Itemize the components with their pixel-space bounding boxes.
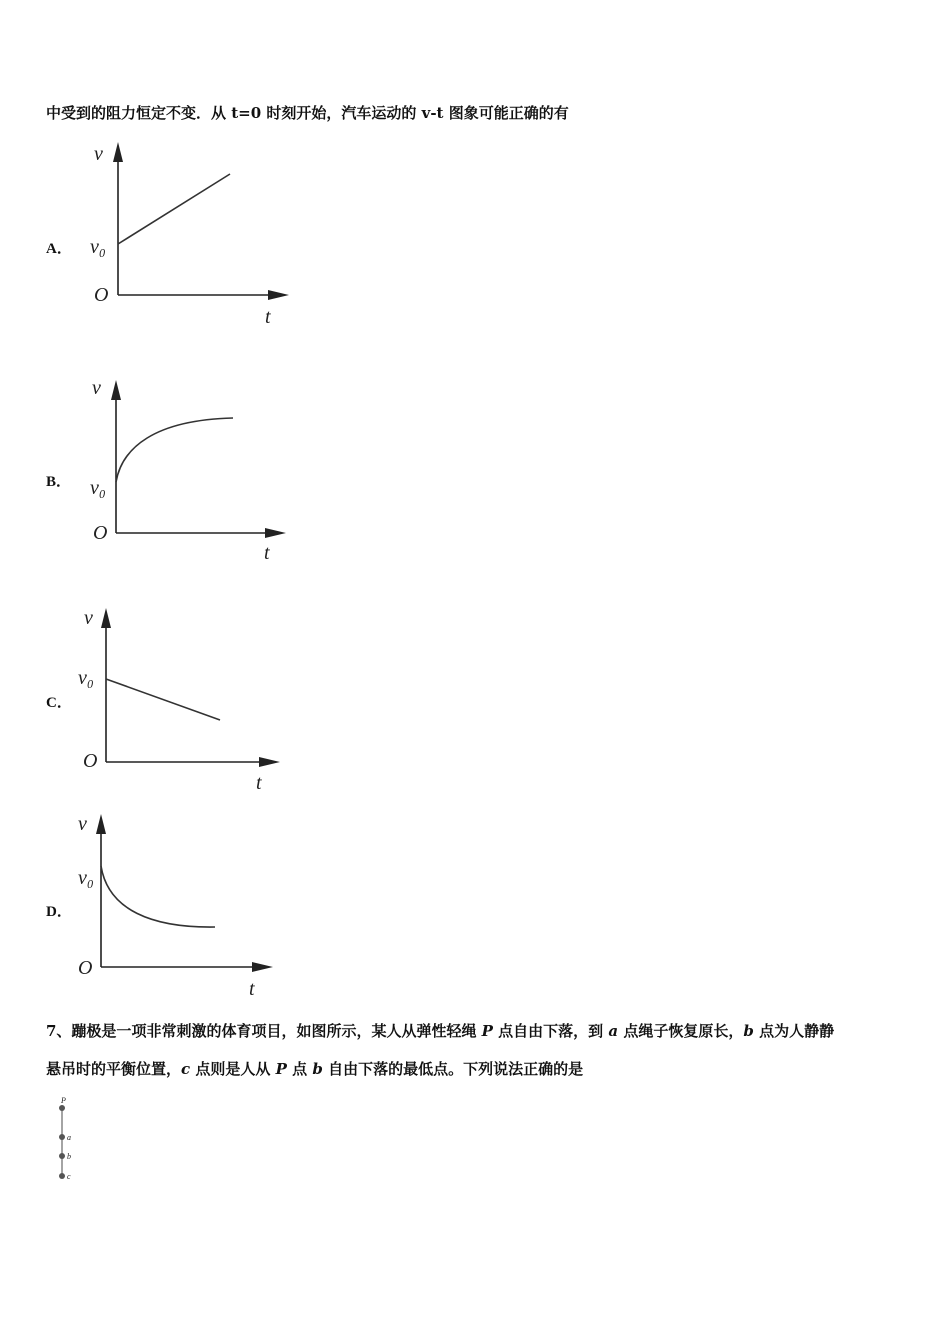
point-a [59,1134,65,1140]
graph-c [72,604,292,794]
point-c [59,1173,65,1179]
question-intro: 中受到的阻力恒定不变．从 t=0 时刻开始，汽车运动的 v-t 图象可能正确的有 [46,104,569,122]
graph-b [78,376,298,566]
velocity-curve [118,174,230,244]
v0-label: v₀ [78,667,94,689]
v0-label: v₀ [90,236,106,258]
y-axis-label: v [92,377,101,399]
v0-label: v₀ [90,477,106,499]
velocity-curve [116,418,233,482]
velocity-curve [106,679,220,720]
question-7-line-1: 7、蹦极是一项非常刺激的体育项目，如图所示，某人从弹性轻绳 P 点自由下落，到 a 点绳子恢复原长，b 点为人静静 [46,1022,835,1040]
option-b-label: B． [46,474,72,490]
x-axis-arrow [265,528,286,538]
x-axis-label: t [249,978,255,1000]
y-axis-arrow [111,380,121,400]
y-axis-label: v [94,143,103,165]
label-c: c [67,1172,71,1181]
y-axis-arrow [113,142,123,162]
x-axis-arrow [268,290,289,300]
point-b [59,1153,65,1159]
label-b: b [67,1152,71,1161]
y-axis-label: v [78,813,87,835]
v0-label: v₀ [78,867,94,889]
bungee-diagram [52,1094,92,1189]
x-axis-arrow [252,962,273,972]
origin-label: O [94,284,109,306]
velocity-curve [101,866,215,927]
x-axis-arrow [259,757,280,767]
option-c-label: C． [46,695,72,711]
y-axis-arrow [101,608,111,628]
origin-label: O [78,957,93,979]
label-a: a [67,1133,71,1142]
y-axis-label: v [84,607,93,629]
label-p: P [61,1096,66,1105]
origin-label: O [83,750,98,772]
point-p [59,1105,65,1111]
x-axis-label: t [265,306,271,328]
origin-label: O [93,522,108,544]
option-a-label: A． [46,241,72,257]
question-7-line-2: 悬吊时的平衡位置，c 点则是人从 P 点 b 自由下落的最低点。下列说法正确的是 [46,1060,584,1078]
graph-a [80,140,300,330]
graph-d [72,810,292,1000]
x-axis-label: t [264,542,270,564]
option-d-label: D． [46,904,72,920]
x-axis-label: t [256,772,262,794]
y-axis-arrow [96,814,106,834]
